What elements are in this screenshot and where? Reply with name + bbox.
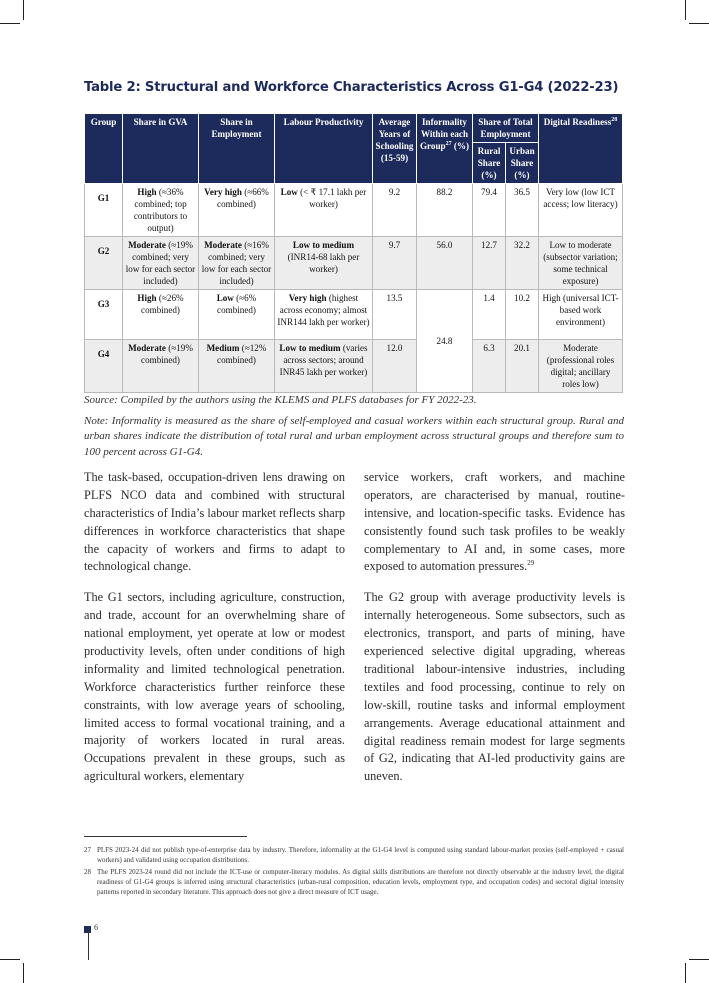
gva-cell: High (≈36% combined; top contributors to output): [123, 184, 199, 237]
footnote-divider: [84, 836, 247, 837]
crop-mark: [0, 959, 20, 960]
table-title: Table 2: Structural and Workforce Characteristics Across G1-G4 (2022-23): [84, 80, 619, 95]
group-cell: G3: [85, 290, 123, 340]
schooling-cell: 13.5: [373, 290, 417, 340]
rural-cell: 12.7: [473, 237, 506, 290]
digital-cell: Moderate (professional roles digital; ancillary roles low): [539, 340, 623, 393]
schooling-cell: 12.0: [373, 340, 417, 393]
employment-cell: Very high (≈66% combined): [199, 184, 275, 237]
header-group: Group: [85, 114, 123, 184]
footnote: [84, 846, 624, 866]
footnote: [84, 868, 624, 897]
digital-cell: Low to moderate (subsector variation; some technical exposure): [539, 237, 623, 290]
employment-cell: Moderate (≈16% combined; very low for each sector included): [199, 237, 275, 290]
crop-mark: [23, 963, 24, 983]
footnote-text: PLFS 2023-24 did not publish type-of-enterprise data by industry. Therefore, informality at the G1-G4 level is computed using standard labour-market proxies (self-employed + casual workers) and validated using occupation distributions.: [97, 846, 624, 864]
schooling-cell: 9.7: [373, 237, 417, 290]
urban-cell: 36.5: [506, 184, 539, 237]
paragraph: The G2 group with average productivity levels is internally heterogeneous. Some subsectors, such as electronics, transport, and parts of mining, have experienced selective digital upgrading, whereas traditional labour-intensive industries, including textiles and food processing, continue to rely on low-skill, routine tasks and informal employment arrangements. Average educational attainment and digital readiness remain modest for large segments of G2, indicating that AI-led productivity gains are uneven.: [364, 590, 625, 784]
table-row: [85, 290, 623, 340]
header-informality: Informality Within each Group$^{27}$ (%): [417, 114, 473, 184]
urban-cell: 10.2: [506, 290, 539, 340]
gva-cell: High (≈26% combined): [123, 290, 199, 340]
footnote-number: 28: [84, 868, 91, 876]
footnote-text: The PLFS 2023-24 round did not include the ICT-use or computer-literacy modules. As digital skills distributions are therefore not directly observable at the industry level, the digital readiness of G1-G4 groups is inferred using structural characteristics (urban-rural composition, education levels, employment type, and occupation codes) and sectoral digital intensity patterns reported in secondary literature. This approach does not give a direct measure of ICT usage.: [97, 868, 624, 896]
informality-merged-cell: 24.8: [417, 290, 473, 393]
rural-cell: 1.4: [473, 290, 506, 340]
gva-cell: Moderate (≈19% combined; very low for each sector included): [123, 237, 199, 290]
crop-mark: [0, 23, 20, 24]
employment-cell: Low (≈6% combined): [199, 290, 275, 340]
group-cell: G4: [85, 340, 123, 393]
informality-cell: 56.0: [417, 237, 473, 290]
employment-cell: Medium (≈12% combined): [199, 340, 275, 393]
header-gva: Share in GVA: [123, 114, 199, 184]
header-schooling: Average Years of Schooling (15-59): [373, 114, 417, 184]
digital-cell: High (universal ICT-based work environment): [539, 290, 623, 340]
paragraph: The G1 sectors, including agriculture, construction, and trade, account for an overwhelming share of national employment, yet operate at low or modest productivity levels, often under conditions of high informality and limited technological penetration. Workforce characteristics further reinforce these constraints, with low average years of schooling, limited access to formal vocational training, and a majority of workers located in rural areas. Occupations prevalent in these groups, such as agricultural workers, elementary: [84, 590, 345, 784]
header-productivity: Labour Productivity: [275, 114, 373, 184]
header-rural: Rural Share (%): [473, 143, 506, 184]
productivity-cell: Low to medium (varies across sectors; around INR45 lakh per worker): [275, 340, 373, 393]
table-note: Note: Informality is measured as the share of self-employed and casual workers within each structural group. Rural and urban shares indicate the distribution of total rural and urban employment across structural groups and therefore sum to 100 percent across G1-G4.: [84, 415, 624, 458]
digital-cell: Very low (low ICT access; low literacy): [539, 184, 623, 237]
gva-cell: Moderate (≈19% combined): [123, 340, 199, 393]
header-employment: Share in Employment: [199, 114, 275, 184]
group-cell: G2: [85, 237, 123, 290]
table-row: [85, 340, 623, 393]
crop-mark: [685, 963, 686, 983]
crop-mark: [23, 0, 24, 20]
informality-cell: 88.2: [417, 184, 473, 237]
productivity-cell: Very high (highest across economy; almost INR144 lakh per worker): [275, 290, 373, 340]
crop-mark: [689, 959, 709, 960]
header-share-total: Share of Total Employment: [473, 114, 539, 143]
table-row: [85, 184, 623, 237]
group-cell: G1: [85, 184, 123, 237]
footnote-number: 27: [84, 846, 91, 854]
page-number: 6: [94, 923, 98, 932]
productivity-cell: Low (< ₹ 17.1 lakh per worker): [275, 184, 373, 237]
table-source: Source: Compiled by the authors using the KLEMS and PLFS databases for FY 2022-23.: [84, 394, 477, 406]
table-row: [85, 237, 623, 290]
rural-cell: 6.3: [473, 340, 506, 393]
productivity-cell: Low to medium (INR14-68 lakh per worker): [275, 237, 373, 290]
header-digital: Digital Readiness$^{28}$: [539, 114, 623, 184]
characteristics-table: [84, 113, 623, 393]
crop-mark: [685, 0, 686, 20]
body-right-column: [364, 469, 625, 799]
paragraph: The task-based, occupation-driven lens drawing on PLFS NCO data and combined with structural characteristics of India’s labour market reflects sharp differences in workforce characteristics that shape the capacity of workers and firms to adapt to technological change.: [84, 470, 345, 574]
schooling-cell: 9.2: [373, 184, 417, 237]
urban-cell: 20.1: [506, 340, 539, 393]
paragraph: service workers, craft workers, and machine operators, are characterised by manual, routine-intensive, and location-specific tasks. Evidence has consistently found such task profiles to be weakly complementary to AI and, in some cases, more exposed to automation pressures.$^{29}$: [364, 470, 625, 574]
footnote-ref[interactable]: 29: [527, 559, 535, 568]
header-urban: Urban Share (%): [506, 143, 539, 184]
body-left-column: [84, 469, 345, 799]
rural-cell: 79.4: [473, 184, 506, 237]
page-rule: [88, 926, 89, 960]
urban-cell: 32.2: [506, 237, 539, 290]
crop-mark: [689, 23, 709, 24]
